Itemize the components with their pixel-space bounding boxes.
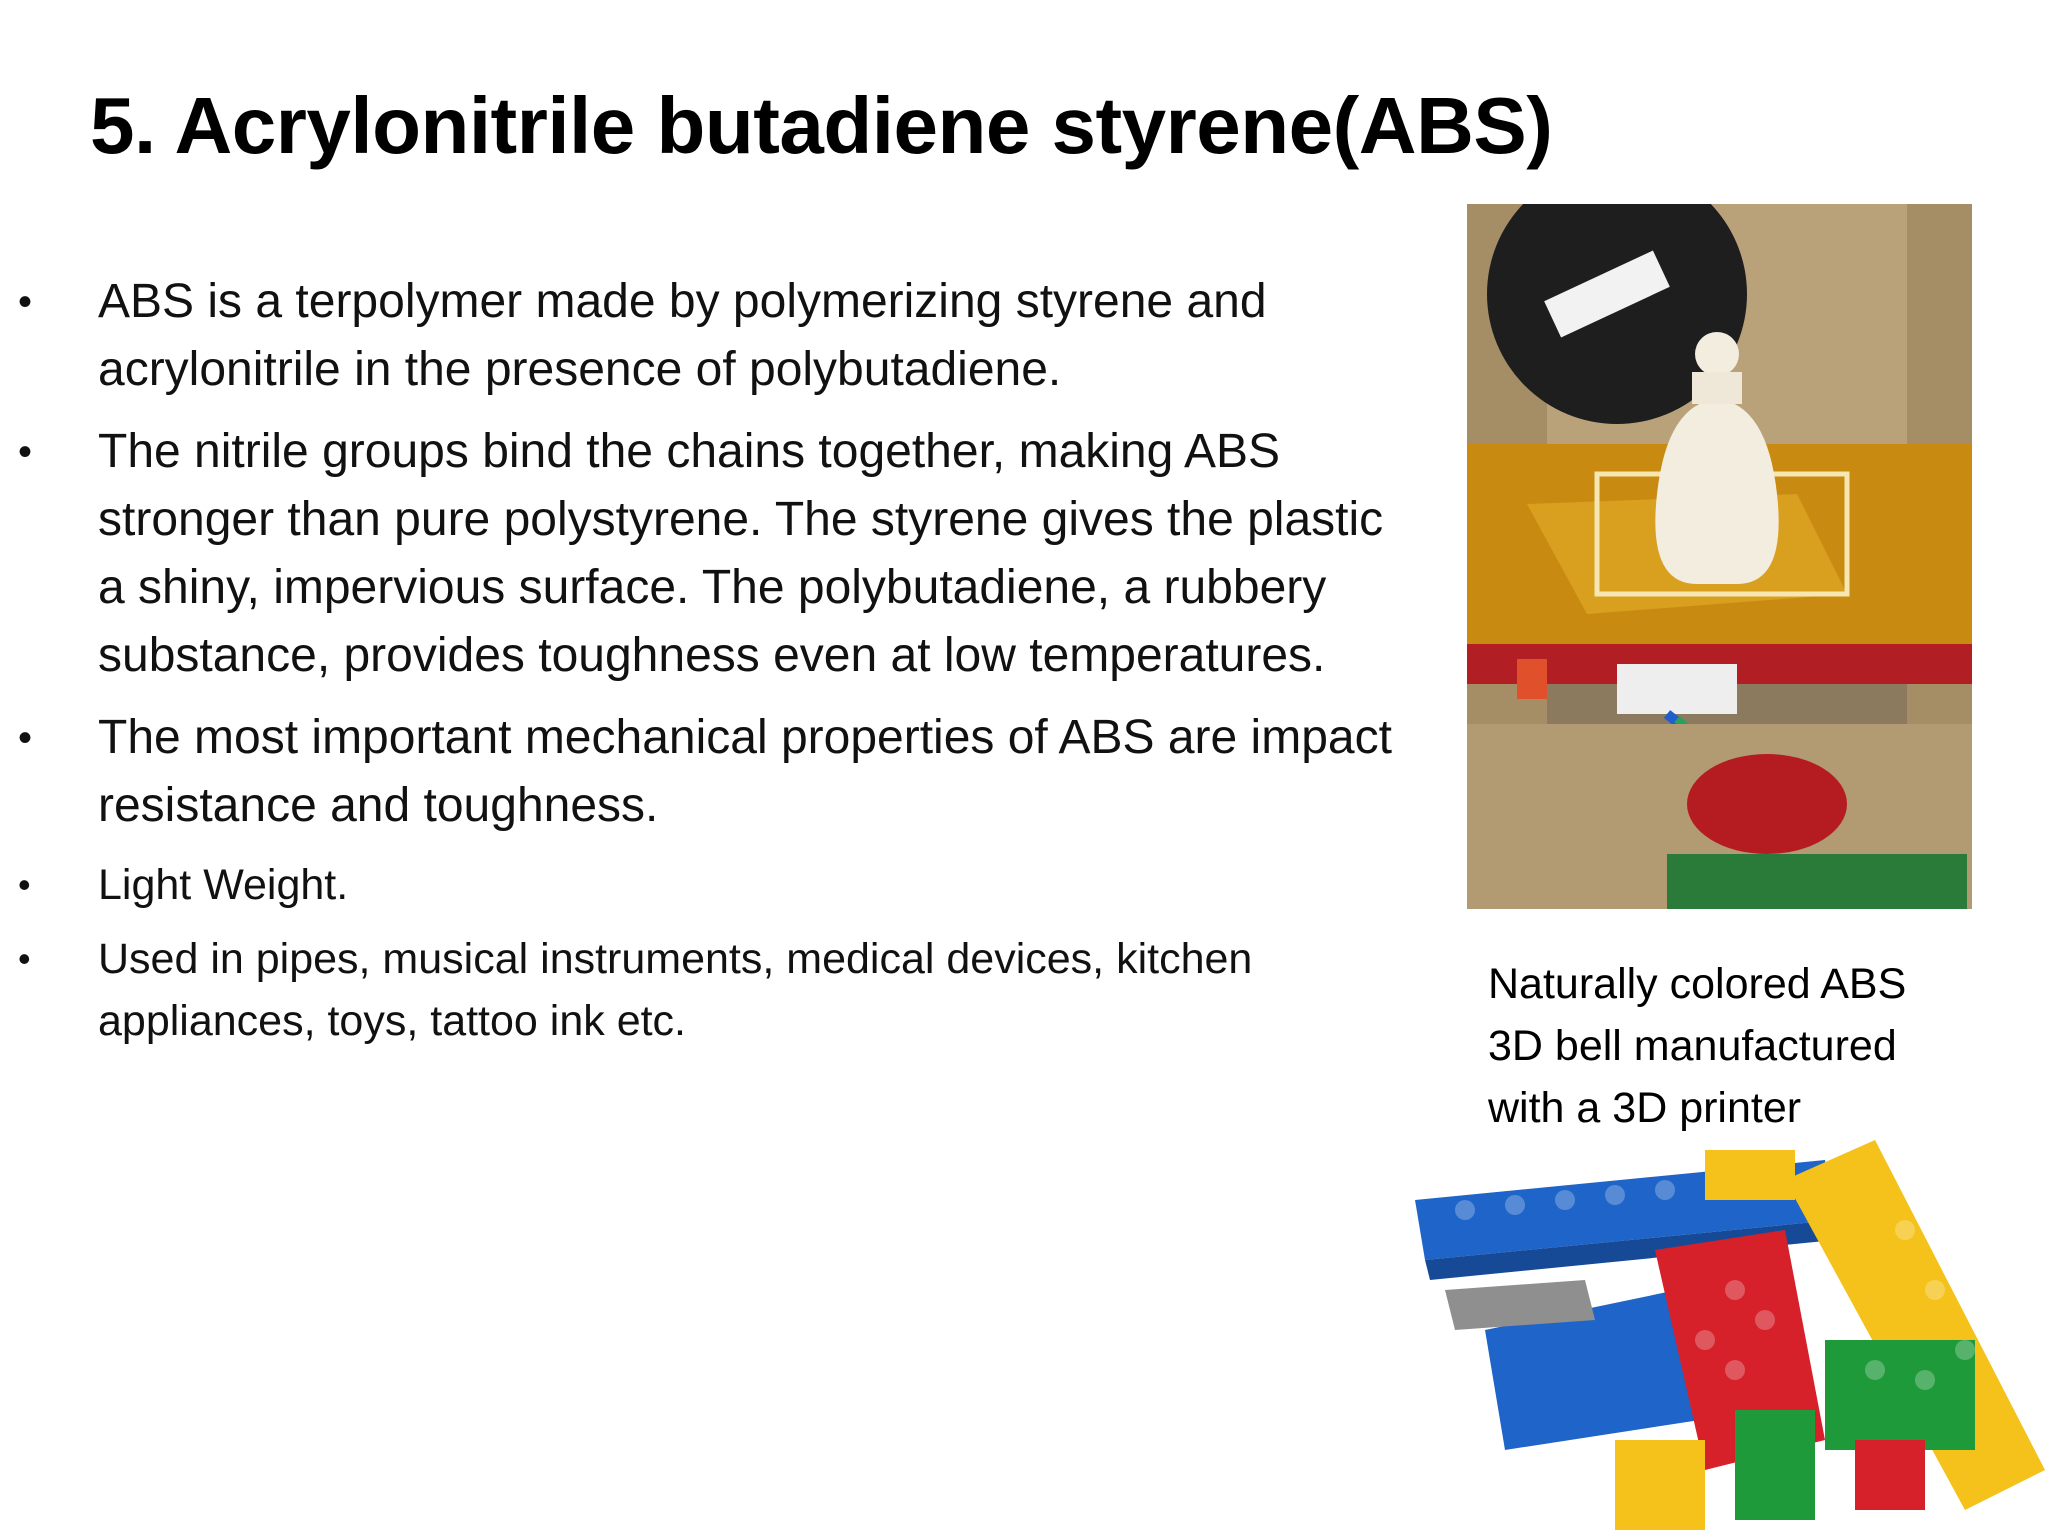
bullet-item bbox=[0, 418, 1420, 690]
printer-clip bbox=[1517, 659, 1547, 699]
lego-brick-yellow-cube bbox=[1615, 1440, 1705, 1530]
bell-neck bbox=[1692, 372, 1742, 404]
bullet-text: Light Weight. bbox=[98, 861, 349, 909]
bullet-item bbox=[0, 928, 1420, 1052]
bullet-marker: • bbox=[18, 280, 33, 324]
bullet-item bbox=[0, 704, 1420, 840]
bullet-marker: • bbox=[18, 864, 31, 905]
lego-brick-green bbox=[1825, 1340, 1975, 1450]
bullet-marker: • bbox=[18, 716, 33, 760]
bullet-text: ABS is a terpolymer made by polymerizing styrene and acrylonitrile in the presence of polybutadiene. bbox=[98, 275, 1267, 396]
circuit-board bbox=[1667, 854, 1967, 909]
printer-logo bbox=[1687, 754, 1847, 854]
slide-title: 5. Acrylonitrile butadiene styrene(ABS) bbox=[90, 81, 1553, 170]
bullet-marker: • bbox=[18, 430, 33, 474]
bullet-marker: • bbox=[18, 938, 31, 979]
connector-block bbox=[1617, 664, 1737, 714]
lego-brick-yellow-small bbox=[1705, 1150, 1795, 1200]
bullet-list bbox=[0, 268, 1420, 1064]
lego-brick-green-small bbox=[1735, 1410, 1815, 1520]
bullet-item bbox=[0, 854, 1420, 916]
bell-handle bbox=[1695, 332, 1739, 376]
lego-brick-red-small bbox=[1855, 1440, 1925, 1510]
figure-caption: Naturally colored ABS 3D bell manufactured with a 3D printer bbox=[1488, 960, 1907, 1132]
bullet-text: The nitrile groups bind the chains together, making ABS stronger than pure polystyrene. The styrene gives the plastic a shiny, impervious surface. The polybutadiene, a rubbery substance, provides toughness even at low temperatures. bbox=[98, 425, 1384, 682]
bullet-text: The most important mechanical properties of ABS are impact resistance and toughness. bbox=[98, 711, 1392, 832]
printer-bell-photo bbox=[1467, 204, 1972, 909]
bullet-item bbox=[0, 268, 1420, 404]
bullet-text: Used in pipes, musical instruments, medical devices, kitchen appliances, toys, tattoo ink etc. bbox=[98, 935, 1253, 1045]
lego-bricks-photo bbox=[1405, 1140, 2045, 1530]
